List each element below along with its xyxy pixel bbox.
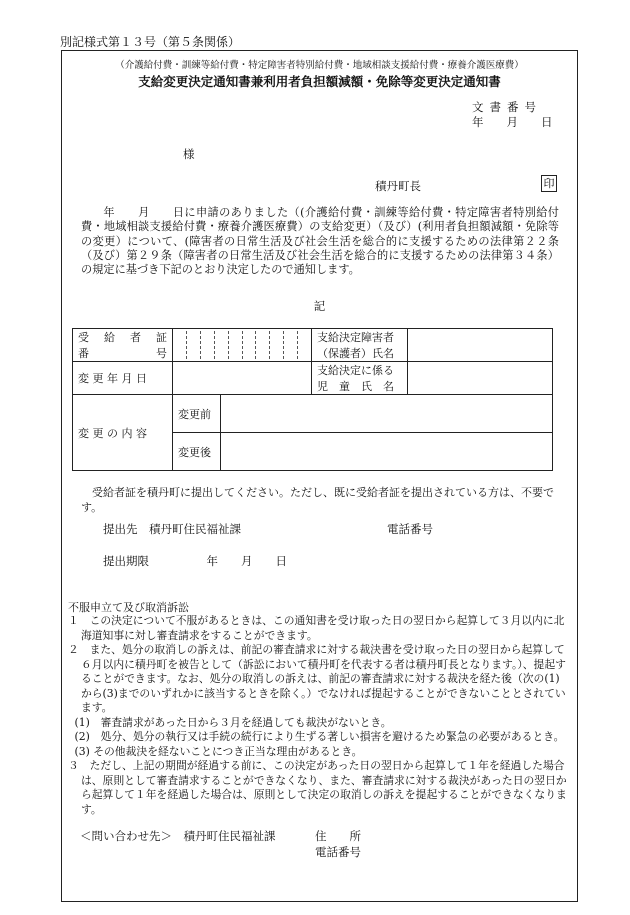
doc-number-label: 文書番号 (472, 100, 542, 114)
before-value (221, 395, 553, 433)
after-label: 変更後 (173, 433, 221, 471)
submit-to: 提出先 積丹町住民福祉課 (103, 522, 241, 536)
intro-paragraph: 年 月 日に申請のありました（(介護給付費・訓練等給付費・特定障害者特別給付費・地域相談支援給付費・療養介護医療費）の支給変更）（及び）(利用者負担額減額・免除等の変更）について、(障害者の日常生活及び社会生活を総合的に支援するための法律第２２条（及び）第２９条（障害者の日常生活及び社会生活を総合的に支援するための法律第３４条）の規定に基づき下記のとおり決定したので通知します。 (81, 206, 559, 277)
phone-label: 電話番号 (387, 522, 433, 536)
issuer-name: 積丹町長 (375, 179, 421, 193)
appeal-section (68, 614, 570, 817)
contact-address-label: 住 所 (315, 829, 361, 843)
appeal-item-2: ２ また、処分の取消しの訴えは、前記の審査請求に対する裁決書を受け取った日の翌日から起算して６月以内に積丹町を被告として（訴訟において積丹町を代表する者は積丹町長となります。）、提起することができます。なお、処分の取消しの訴えは、前記の審査請求に対する裁決を経た後（次の(1)から(3)までのいずれかに該当するときを除く。）でなければ提起することができないこととされています。 (68, 643, 566, 714)
appeal-sub-3: (3) その他裁決を経ないことにつき正当な理由があるとき。 (74, 744, 363, 758)
appeal-sub-1: (1) 審査請求があった日から３月を経過しても裁決がないとき。 (74, 715, 392, 729)
submission-deadline: 提出期限 年 月 日 (103, 554, 287, 568)
document-subtitle: （介護給付費・訓練等給付費・特定障害者特別給付費・地域相談支援給付費・療養介護医療費） (115, 60, 524, 71)
change-date-label: 変 更 年 月 日 (73, 362, 173, 395)
change-content-label: 変 更 の 内 容 (73, 395, 173, 471)
contact-label: ＜問い合わせ先＞ 積丹町住民福祉課 (80, 829, 276, 843)
seal-mark: 印 (541, 175, 557, 192)
ki-heading: 記 (313, 299, 326, 313)
document-title: 支給変更決定通知書兼利用者負担額減額・免除等変更決定通知書 (138, 74, 501, 89)
recipient-no-cells (173, 329, 312, 362)
contact-phone-label: 電話番号 (315, 845, 361, 859)
doc-date-label: 年 月 日 (472, 115, 553, 129)
child-name-value (408, 362, 553, 395)
after-value (221, 433, 553, 471)
appeal-heading: 不服申立て及び取消訴訟 (68, 601, 189, 614)
submission-note: 受給者証を積丹町に提出してください。ただし、既に受給者証を提出されている方は、不要です。 (81, 486, 554, 514)
child-label: 支給決定に係る 児 童 氏 名 (312, 362, 408, 395)
before-label: 変更前 (173, 395, 221, 433)
decision-table (72, 328, 553, 471)
decision-person-value (408, 329, 553, 362)
change-date-value (173, 362, 312, 395)
appeal-sub-2: (2) 処分、処分の執行又は手続の続行により生ずる著しい損害を避けるため緊急の必要があるとき。 (74, 730, 565, 743)
appeal-item-1: １ この決定について不服があるときは、この通知書を受け取った日の翌日から起算して３月以内に北海道知事に対し審査請求をすることができます。 (68, 614, 565, 642)
decision-person-label: 支給決定障害者 （保護者）氏名 (312, 329, 408, 362)
recipient-no-label: 受 給 者 証 番 号 (73, 329, 173, 362)
form-label: 別記様式第１３号（第５条関係） (60, 35, 241, 49)
appeal-item-3: ３ ただし、上記の期間が経過する前に、この決定があった日の翌日から起算して１年を経過した場合は、原則として審査請求することができなくなり、また、審査請求に対する裁決があった日の翌日から起算して１年を経過した場合は、原則として決定の取消しの訴えを提起することができなくなります。 (68, 759, 567, 816)
addressee-suffix: 様 (183, 147, 195, 161)
